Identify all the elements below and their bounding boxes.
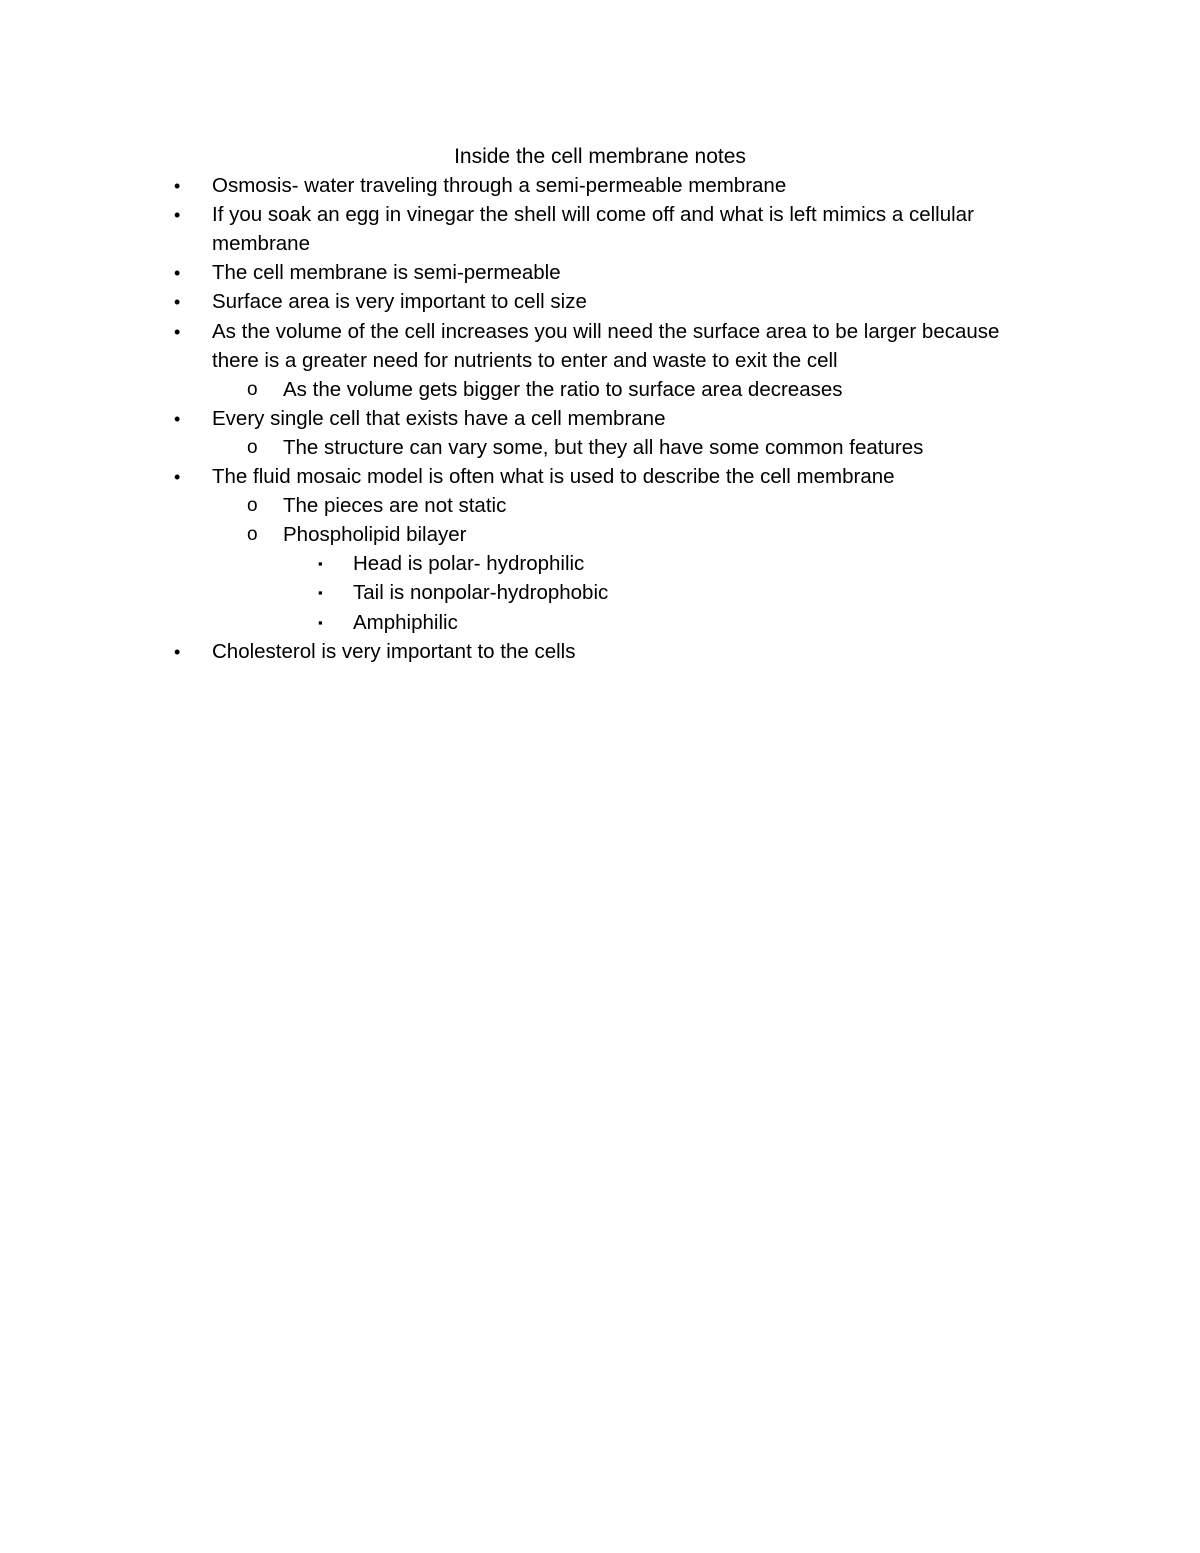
list-item-level-3: Head is polar- hydrophilic [353, 552, 585, 576]
list-item-level-1: If you soak an egg in vinegar the shell will come off and what is left mimics a cellular [212, 203, 974, 227]
list-item-level-1: The fluid mosaic model is often what is used to describe the cell membrane [212, 465, 895, 488]
list-item-continuation: membrane [212, 232, 310, 256]
list-item-level-1: Osmosis- water traveling through a semi-permeable membrane [212, 174, 787, 197]
document-title: Inside the cell membrane notes [454, 145, 746, 168]
list-marker-square: ▪ [318, 614, 323, 630]
list-marker-bullet: • [174, 467, 181, 487]
list-marker-square: ▪ [318, 585, 323, 601]
list-item-level-1: The cell membrane is semi-permeable [212, 261, 561, 285]
list-item-level-2: The structure can vary some, but they all have some common features [283, 435, 924, 459]
list-marker-bullet: • [174, 408, 181, 429]
list-item-level-1: Surface area is very important to cell size [212, 290, 587, 314]
list-item-level-3: Amphiphilic [353, 610, 458, 634]
list-marker-bullet: • [174, 263, 181, 284]
list-marker-circle: o [247, 495, 258, 517]
list-marker-circle: o [247, 378, 258, 400]
list-item-level-1: As the volume of the cell increases you will need the surface area to be larger because [212, 319, 1000, 343]
list-marker-bullet: • [174, 641, 181, 662]
list-item-level-1: Every single cell that exists have a cell membrane [212, 406, 666, 430]
list-item-level-2: The pieces are not static [283, 494, 507, 518]
list-item-continuation: there is a greater need for nutrients to enter and waste to exit the cell [212, 348, 838, 372]
list-marker-bullet: • [174, 176, 181, 196]
list-item-level-1: Cholesterol is very important to the cells [212, 639, 576, 663]
list-item-level-2: Phospholipid bilayer [283, 523, 467, 547]
list-marker-bullet: • [174, 321, 181, 342]
list-marker-bullet: • [174, 292, 181, 313]
list-marker-circle: o [247, 524, 258, 546]
list-marker-square: ▪ [318, 556, 323, 572]
list-marker-bullet: • [174, 205, 181, 226]
list-marker-circle: o [247, 436, 258, 458]
list-item-level-2: As the volume gets bigger the ratio to surface area decreases [283, 377, 843, 401]
list-item-level-3: Tail is nonpolar-hydrophobic [353, 581, 609, 605]
